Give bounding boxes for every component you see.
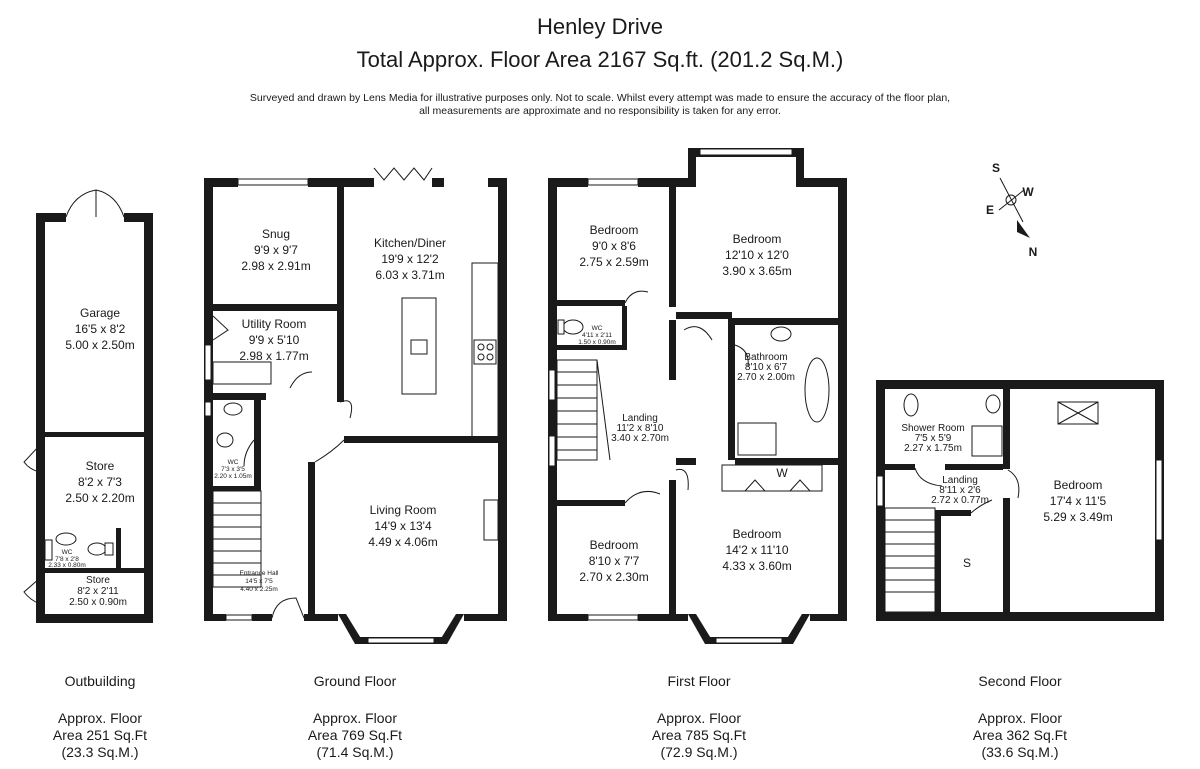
floor-area-line: Area 251 Sq.Ft [52, 727, 148, 743]
ff-wc-toilet-icon [563, 320, 583, 334]
snug-kitchen-wall [337, 187, 344, 402]
bed4-door-ff [676, 469, 688, 490]
shower-bedroom-wall [1003, 389, 1010, 469]
wc-partition [116, 528, 121, 568]
shower-tray-sf-icon [972, 426, 1002, 456]
kitchen-living-wall [344, 436, 498, 443]
ff-wall-bottom-3 [810, 614, 847, 621]
ff-wall-right [838, 178, 847, 621]
ff-wall-top-3 [804, 178, 847, 187]
room-first-wc [578, 325, 616, 346]
ff-bay-window [716, 638, 782, 643]
floor-area-line: (72.9 Sq.M.) [660, 744, 738, 760]
floor-area-line: (33.6 Sq.M.) [981, 744, 1059, 760]
room-name: Bedroom [732, 527, 782, 541]
disclaimer-line-1: Surveyed and drawn by Lens Media for illustrative purposes only. Not to scale. Whilst every attempt was made to ensure the accuracy of the floor plan, [249, 92, 951, 104]
floor-area-line: (71.4 Sq.M.) [316, 744, 394, 760]
floor-summary-outbuilding [10, 673, 190, 761]
floor-name: Second Floor [978, 673, 1062, 689]
landing-right-wall-1 [669, 320, 676, 380]
sf-bedroom-window [1156, 460, 1162, 540]
bay-window [368, 638, 434, 643]
sf-wall-top [876, 380, 1164, 389]
gf-wall-top-4 [488, 178, 507, 187]
sf-wall-bottom [876, 612, 1164, 621]
shower-bottom-wall-2 [945, 464, 1003, 470]
room-imperial: 16'5 x 8'2 [74, 322, 126, 336]
floor-area-line: Area 769 Sq.Ft [307, 727, 403, 743]
room-bedroom-2 [722, 232, 791, 278]
room-living [368, 503, 437, 549]
plan-title: Henley Drive [537, 14, 663, 39]
room-garage [65, 306, 134, 352]
bedroom-left-wall [1003, 498, 1010, 612]
outbuilding-wall-left [36, 213, 45, 623]
bed3-top-wall [557, 500, 625, 506]
ff-wall-bottom-2 [638, 614, 688, 621]
room-name: WC [227, 459, 239, 466]
floor-area-line: Approx. Floor [656, 710, 742, 726]
outbuilding-plan [24, 190, 153, 623]
floor-area-line: Area 785 Sq.Ft [651, 727, 747, 743]
hob-icon [474, 340, 496, 364]
living-door [315, 440, 344, 462]
room-metric: 2.50 x 2.20m [65, 491, 135, 505]
ff-wc-cistern-icon [558, 320, 564, 334]
room-imperial: 14'9 x 13'4 [374, 519, 432, 533]
bathroom-left-wall [728, 318, 735, 460]
ff-stairs [557, 360, 610, 460]
room-imperial: 14'2 x 11'10 [725, 543, 789, 557]
wardrobe-doors [745, 480, 810, 491]
gf-wall-bottom-4 [464, 614, 507, 621]
room-metric: 2.98 x 2.91m [241, 259, 311, 273]
out-wc-basin-icon [56, 533, 76, 545]
room-imperial: 19'9 x 12'2 [381, 252, 439, 266]
room-imperial: 17'4 x 11'5 [1049, 494, 1107, 508]
bed3-bed4-wall [669, 480, 676, 621]
room-bedroom-3 [579, 538, 648, 584]
floor-summary-ground [265, 673, 445, 761]
room-imperial: 7'5 x 5'9 [914, 433, 952, 444]
room-metric: 2.70 x 2.00m [737, 372, 795, 383]
bed1-door [625, 291, 648, 303]
room-metric: 6.03 x 3.71m [375, 268, 445, 282]
room-name: Shower Room [901, 423, 965, 434]
snug-utility-wall [204, 304, 344, 311]
room-name: WC [61, 549, 73, 556]
room-imperial: 12'10 x 12'0 [725, 248, 789, 262]
room-outbuilding-wc [48, 549, 86, 569]
ff-bedroom1-window [588, 179, 638, 185]
room-name: Store [85, 459, 115, 473]
room-utility [239, 317, 308, 363]
bath-basin-icon [771, 327, 791, 341]
room-imperial: 8'10 x 6'7 [744, 362, 788, 373]
room-metric: 5.29 x 3.49m [1043, 510, 1113, 524]
gf-wc-door [244, 440, 254, 466]
bed1-wc-wall [557, 300, 625, 306]
room-metric: 2.27 x 1.75m [904, 443, 962, 454]
room-name: Landing [942, 475, 978, 486]
bed2-door [684, 327, 712, 340]
kitchen-door [340, 401, 352, 418]
floor-name: Ground Floor [313, 673, 397, 689]
room-metric: 5.00 x 2.50m [65, 338, 135, 352]
room-imperial: 8'2 x 2'11 [77, 586, 119, 597]
gf-wc-basin-icon [217, 433, 233, 447]
floor-area-line: Approx. Floor [977, 710, 1063, 726]
gf-wc-window [205, 402, 211, 416]
second-floor-plan [876, 380, 1164, 621]
compass-n: N [1028, 245, 1038, 259]
bathtub-icon [805, 358, 829, 422]
front-door [272, 598, 304, 618]
floor-summary-second [930, 673, 1110, 761]
room-store-small [69, 575, 127, 608]
room-entrance-hall [239, 570, 279, 593]
room-bedroom-1 [579, 223, 648, 269]
room-bedroom-5 [1043, 478, 1112, 524]
landing-bed4-wall [676, 458, 696, 465]
gf-wall-bottom-1 [204, 614, 226, 621]
room-metric: 2.50 x 0.90m [69, 597, 127, 608]
room-imperial: 7'8 x 2'8 [55, 556, 79, 563]
total-floor-area: Total Approx. Floor Area 2167 Sq.ft. (201.2 Sq.M.) [356, 47, 844, 72]
floor-name: First Floor [667, 673, 731, 689]
wc-bottom-wall [204, 486, 261, 491]
ff-wall-top-1 [548, 178, 588, 187]
landing-window-2 [549, 436, 555, 466]
floor-summary-first [609, 673, 789, 761]
room-metric: 4.40 x 2.25m [240, 586, 278, 593]
room-ground-wc [214, 459, 252, 480]
room-name: Bathroom [744, 352, 788, 363]
compass-e: E [985, 203, 995, 217]
stairs-store-wall [935, 510, 941, 612]
out-wc-window [45, 540, 52, 560]
wc-side-wall-ff [622, 306, 627, 350]
shower-basin-icon [986, 395, 1000, 413]
garage-door-left [66, 190, 96, 217]
ff-wall-top-2 [638, 178, 688, 187]
bifold-doors [374, 168, 432, 180]
room-name: Utility Room [241, 317, 307, 331]
hall-window [226, 615, 252, 620]
disclaimer-line-2: all measurements are approximate and no responsibility is taken for any error. [419, 105, 781, 117]
room-imperial: 7'3 x 3'5 [221, 466, 245, 473]
floor-name: Outbuilding [64, 673, 136, 689]
room-name: WC [591, 325, 603, 332]
room-bathroom [737, 352, 795, 383]
room-bedroom-4 [722, 527, 791, 573]
room-name: Bedroom [589, 223, 639, 237]
sf-stairs [885, 508, 935, 612]
snug-window [238, 179, 308, 185]
outbuilding-wall-right [144, 213, 153, 623]
room-imperial: 8'2 x 7'3 [78, 475, 122, 489]
room-metric: 2.75 x 2.59m [579, 255, 649, 269]
sf-landing-window [877, 476, 883, 506]
room-name: Kitchen/Diner [373, 236, 447, 250]
ff-wall-bottom-1 [548, 614, 588, 621]
room-metric: 1.50 x 0.90m [578, 339, 616, 346]
gf-wall-top-1 [204, 178, 238, 187]
gf-wc-toilet-icon [224, 403, 242, 415]
bed1-bed2-wall [669, 187, 676, 307]
room-metric: 3.90 x 3.65m [722, 264, 792, 278]
room-kitchen-diner [374, 236, 446, 282]
room-name: Bedroom [1053, 478, 1103, 492]
room-name: Store [86, 575, 110, 586]
gf-wall-bottom-3 [304, 614, 338, 621]
bath-bottom-wall [735, 458, 838, 465]
gf-wall-bottom-2 [252, 614, 272, 621]
room-name: Living Room [369, 503, 437, 517]
wc-hall-wall [254, 393, 261, 490]
gf-wall-top-2 [308, 178, 374, 187]
floor-area-line: (23.3 Sq.M.) [61, 744, 139, 760]
utility-door [213, 316, 228, 340]
shower-bottom-wall-1 [885, 464, 915, 470]
wardrobe-label: W [776, 466, 788, 480]
utility-hall-door [290, 372, 312, 388]
room-metric: 2.72 x 0.77m [931, 495, 989, 506]
gf-wall-top-3 [432, 178, 444, 187]
shower-tray-icon [738, 423, 776, 455]
utility-window [205, 345, 211, 380]
compass-icon [986, 161, 1037, 259]
hall-living-wall [308, 462, 315, 621]
room-snug [241, 227, 310, 273]
floor-area-line: Area 362 Sq.Ft [972, 727, 1068, 743]
room-metric: 4.49 x 4.06m [368, 535, 438, 549]
room-imperial: 8'11 x 2'6 [939, 485, 981, 496]
room-metric: 3.40 x 2.70m [611, 433, 669, 444]
room-imperial: 9'9 x 5'10 [248, 333, 300, 347]
store-top-wall [941, 510, 971, 516]
room-metric: 2.20 x 1.05m [214, 473, 252, 480]
utility-worktop [213, 362, 271, 384]
room-metric: 4.33 x 3.60m [722, 559, 792, 573]
shower-room-door [915, 468, 942, 486]
bed2-bottom-wall-1 [676, 312, 732, 319]
out-wc-toilet-icon [88, 543, 106, 555]
floor-area-line: Approx. Floor [312, 710, 398, 726]
store-s-label: S [962, 556, 972, 570]
room-metric: 2.33 x 0.80m [48, 562, 86, 569]
room-name: Bedroom [732, 232, 782, 246]
out-wc-cistern-icon [105, 543, 113, 555]
room-imperial: 14'5 x 7'5 [245, 578, 273, 585]
gf-wall-right [498, 178, 507, 621]
room-shower [901, 423, 964, 454]
room-imperial: 9'0 x 8'6 [592, 239, 636, 253]
room-store [65, 459, 134, 505]
room-landing-first [611, 413, 669, 444]
room-name: Landing [622, 413, 658, 424]
room-name: Entrance Hall [239, 570, 279, 577]
room-landing-second [931, 475, 989, 506]
room-imperial: 9'9 x 9'7 [254, 243, 298, 257]
bed3-window [588, 615, 638, 620]
bathroom-top-wall [728, 318, 838, 325]
garage-door-right [96, 190, 124, 217]
garage-store-partition [36, 432, 153, 437]
floor-area-line: Approx. Floor [57, 710, 143, 726]
room-imperial: 11'2 x 8'10 [616, 423, 664, 434]
landing-window-1 [549, 370, 555, 400]
north-arrow-icon [1017, 220, 1030, 238]
bed3-door [625, 491, 660, 503]
room-name: Snug [261, 227, 291, 241]
room-name: Bedroom [589, 538, 639, 552]
room-metric: 2.98 x 1.77m [239, 349, 309, 363]
compass-w: W [1022, 185, 1034, 199]
compass-s: S [991, 161, 1001, 175]
room-imperial: 8'10 x 7'7 [588, 554, 640, 568]
room-metric: 2.70 x 2.30m [579, 570, 649, 584]
ff-bay-top-window [700, 149, 792, 155]
island-sink-icon [411, 340, 427, 354]
sf-bedroom-door [1008, 470, 1019, 498]
room-imperial: 4'11 x 2'11 [581, 332, 613, 339]
outbuilding-wall-bottom [36, 614, 153, 623]
fireplace-icon [484, 500, 498, 540]
shower-toilet-icon [904, 394, 918, 416]
outbuilding-wall-top-left [36, 213, 66, 222]
outbuilding-wall-top-right [124, 213, 153, 222]
room-name: Garage [79, 306, 121, 320]
